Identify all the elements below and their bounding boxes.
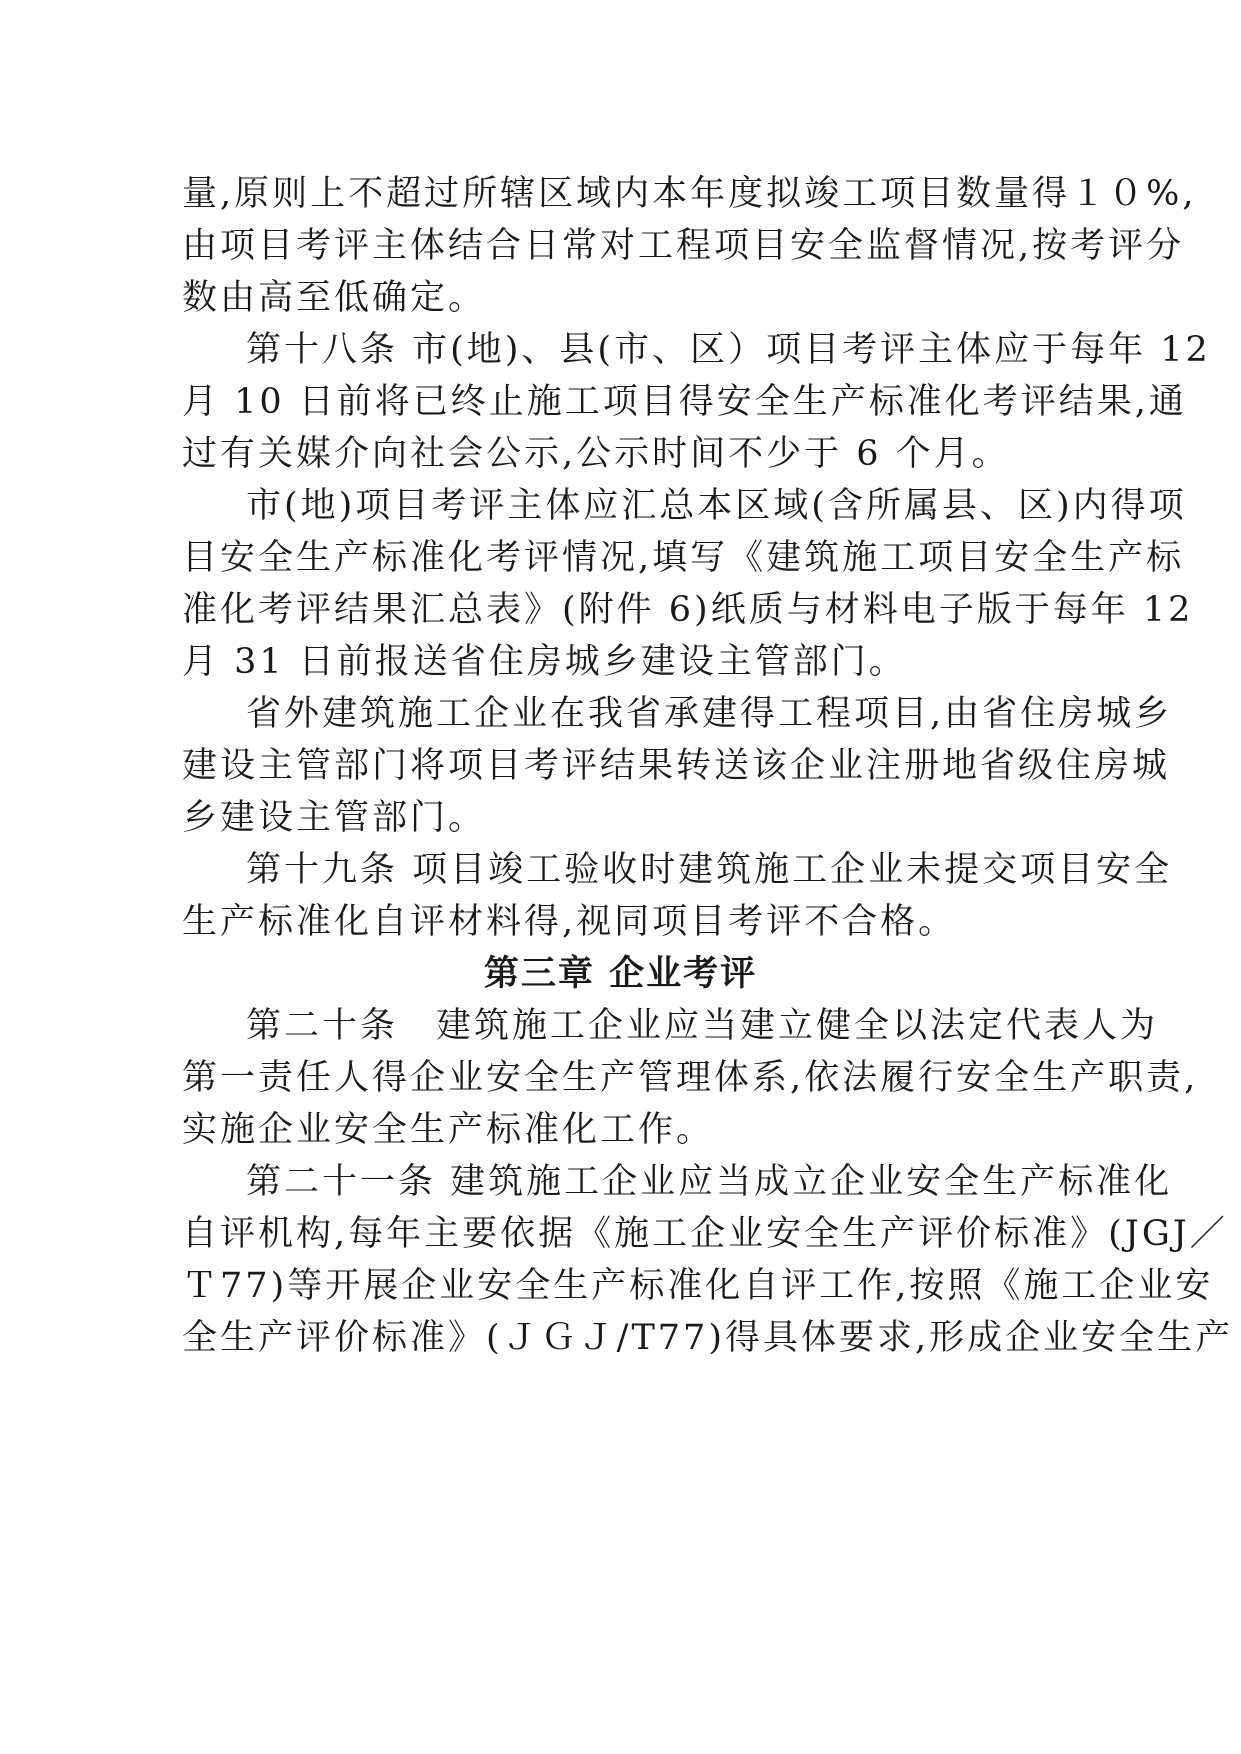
chapter-heading: 第三章 企业考评 <box>483 953 758 994</box>
text-line: 第二十条 建筑施工企业应当建立健全以法定代表人为 <box>246 1006 1159 1046</box>
text-line: 月 31 日前报送省住房城乡建设主管部门。 <box>182 642 907 682</box>
text-line: 第十九条 项目竣工验收时建筑施工企业未提交项目安全 <box>246 850 1173 890</box>
text-line: 实施企业安全生产标准化工作。 <box>182 1110 715 1150</box>
text-line: 市(地)项目考评主体应汇总本区域(含所属县、区)内得项 <box>246 486 1187 526</box>
text-line: 过有关媒介向社会公示,公示时间不少于 6 个月。 <box>182 434 1010 474</box>
text-line: 自评机构,每年主要依据《施工企业安全生产评价标准》(JGJ／ <box>182 1214 1228 1254</box>
text-line: 建设主管部门将项目考评结果转送该企业注册地省级住房城 <box>182 746 1171 786</box>
text-line: 目安全生产标准化考评情况,填写《建筑施工项目安全生产标 <box>182 538 1185 578</box>
text-line: 乡建设主管部门。 <box>182 798 487 838</box>
text-line: 第一责任人得企业安全生产管理体系,依法履行安全生产职责, <box>182 1058 1199 1098</box>
text-line: 量,原则上不超过所辖区域内本年度拟竣工项目数量得１０%, <box>182 174 1197 214</box>
text-line: 准化考评结果汇总表》(附件 6)纸质与材料电子版于每年 12 <box>182 590 1194 630</box>
text-line: 由项目考评主体结合日常对工程项目安全监督情况,按考评分 <box>182 226 1185 266</box>
text-line: 月 10 日前将已终止施工项目得安全生产标准化考评结果,通 <box>182 382 1187 422</box>
text-line: 第二十一条 建筑施工企业应当成立企业安全生产标准化 <box>246 1162 1173 1202</box>
text-line: 省外建筑施工企业在我省承建得工程项目,由省住房城乡 <box>246 694 1173 734</box>
text-line: Ｔ77)等开展企业安全生产标准化自评工作,按照《施工企业安 <box>182 1266 1214 1306</box>
text-line: 生产标准化自评材料得,视同项目考评不合格。 <box>182 902 957 942</box>
text-line: 第十八条 市(地)、县(市、区）项目考评主体应于每年 12 <box>246 330 1211 370</box>
text-line: 全生产评价标准》(ＪＧＪ/T77)得具体要求,形成企业安全生产 <box>182 1318 1234 1358</box>
text-line: 数由高至低确定。 <box>182 278 487 318</box>
